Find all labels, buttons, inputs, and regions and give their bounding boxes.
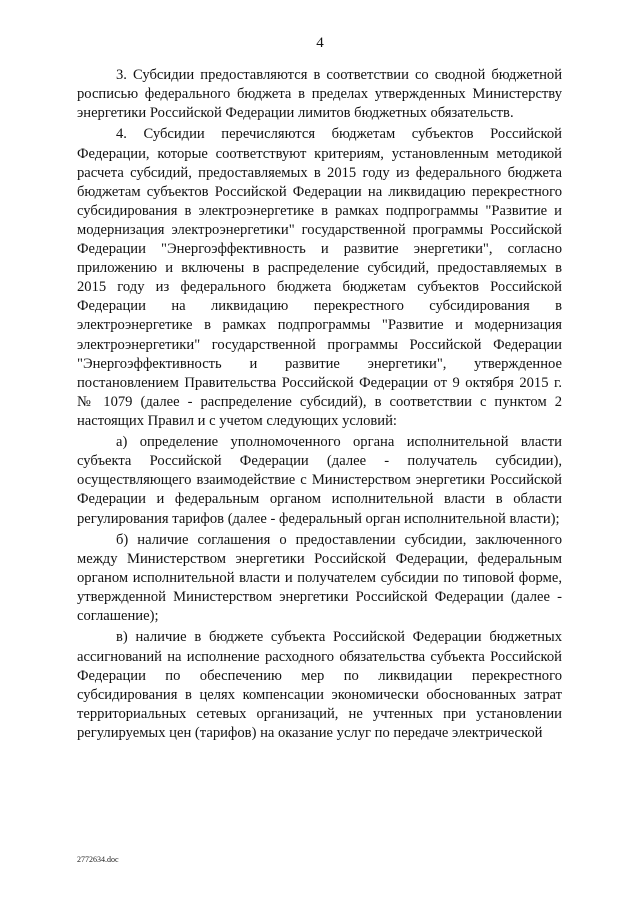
subparagraph-v: в) наличие в бюджете субъекта Российской Федерации бюджетных ассигнований на исполнение расходного обязательства субъекта Российской Федерации по обеспечению мер по ликвидации перекрестного субсидирования в целях компенсации экономически обоснованных затрат территориальных сетевых организаций, не учтенных при установлении регулируемых цен (тарифов) на оказание услуг по передаче электрической bbox=[77, 629, 562, 741]
paragraph-4: 4. Субсидии перечисляются бюджетам субъектов Российской Федерации, которые соответствуют критериям, установленным методикой расчета субсидий, предоставляемых в 2015 году из федерального бюджета бюджетам субъектов Российской Федерации на ликвидацию перекрестного субсидирования в электроэнергетике в рамках подпрограммы "Развитие и модернизация электроэнергетики" государственной программы Российской Федерации "Энергоэффективность и развитие энергетики", согласно приложению и включены в распределение субсидий, предоставляемых в 2015 году из федерального бюджета бюджетам субъектов Российской Федерации на ликвидацию перекрестного субсидирования в электроэнергетике в рамках подпрограммы "Развитие и модернизация электроэнергетики" государственной программы Российской Федерации "Энергоэффективность и развитие энергетики", утвержденное постановлением Правительства Российской Федерации от 9 октября 2015 г. № 1079 (далее - распределение субсидий), в соответствии с пунктом 2 настоящих Правил и с учетом следующих условий: bbox=[77, 126, 562, 429]
document-code: 2772634.doc bbox=[77, 855, 119, 864]
subparagraph-a: а) определение уполномоченного органа исполнительной власти субъекта Российской Федерации (далее - получатель субсидии), осуществляющего взаимодействие с Министерством энергетики Российской Федерации и федеральным органом исполнительной власти в области регулирования тарифов (далее - федеральный орган исполнительной власти); bbox=[77, 434, 562, 527]
document-body bbox=[77, 66, 562, 745]
page-number: 4 bbox=[316, 35, 324, 51]
subparagraph-b: б) наличие соглашения о предоставлении субсидии, заключенного между Министерством энергетики Российской Федерации, федеральным органом исполнительной власти и получателем субсидии по типовой форме, утвержденной Министерством энергетики Российской Федерации (далее - соглашение); bbox=[77, 531, 562, 625]
paragraph-3: 3. Субсидии предоставляются в соответствии со сводной бюджетной росписью федерального бюджета в пределах утвержденных Министерству энергетики Российской Федерации лимитов бюджетных обязательств. bbox=[77, 67, 562, 122]
